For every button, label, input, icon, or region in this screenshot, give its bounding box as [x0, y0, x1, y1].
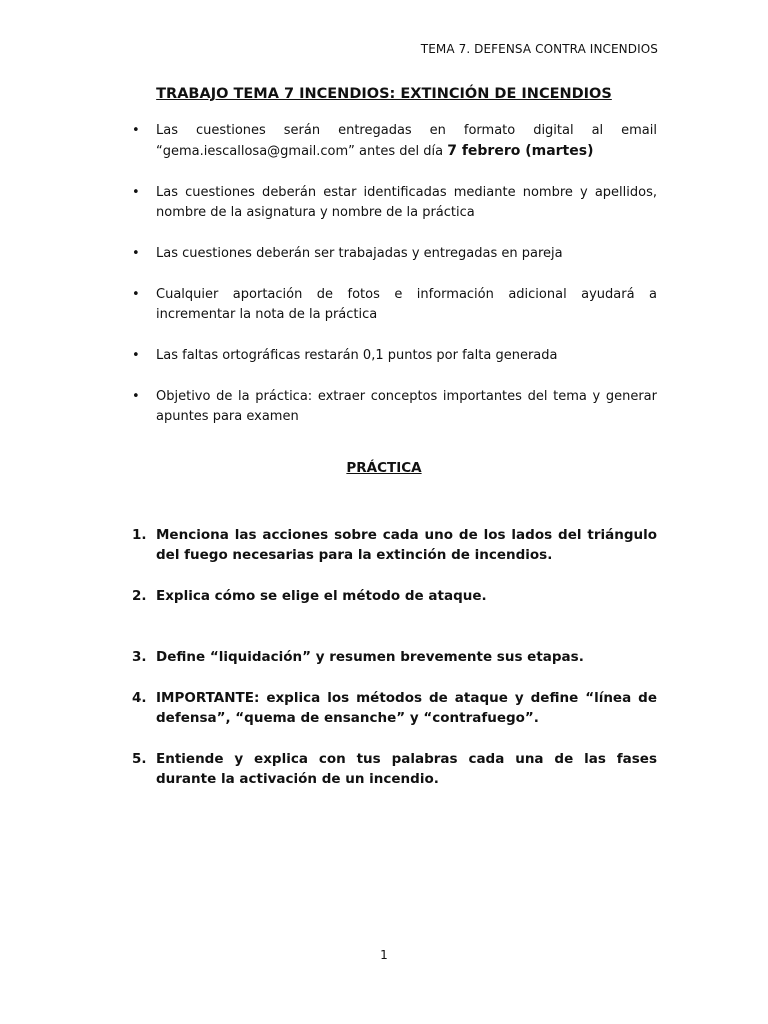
bullet-icon: • [132, 287, 140, 302]
question-text: Entiende y explica con tus palabras cada una de las fases durante la activación de un incendio. [156, 751, 657, 787]
bullet-icon: • [132, 185, 140, 200]
question-text: Explica cómo se elige el método de ataque. [156, 588, 487, 604]
question-number: 4. [132, 690, 147, 706]
instruction-text: Las cuestiones serán entregadas en formato digital al email “gema.iescallosa@gmail.com” antes del día [156, 123, 657, 159]
instruction-item [132, 285, 657, 325]
due-date: 7 febrero (martes) [447, 143, 594, 159]
bullet-icon: • [132, 246, 140, 261]
bullet-icon: • [132, 389, 140, 404]
bullet-icon: • [132, 123, 140, 138]
question-item [132, 647, 657, 667]
question-item [132, 688, 657, 728]
section-title-practica: PRÁCTICA [346, 460, 422, 476]
instruction-item [132, 244, 657, 264]
running-header: TEMA 7. DEFENSA CONTRA INCENDIOS [420, 42, 658, 56]
question-item [132, 525, 657, 565]
instruction-text: Las cuestiones deberán estar identificadas mediante nombre y apellidos, nombre de la asignatura y nombre de la práctica [156, 185, 657, 220]
question-text: Menciona las acciones sobre cada uno de los lados del triángulo del fuego necesarias para la extinción de incendios. [156, 527, 657, 563]
page-number: 1 [380, 948, 388, 962]
question-item [132, 749, 657, 789]
question-number: 1. [132, 527, 147, 543]
question-text: IMPORTANTE: explica los métodos de ataque y define “línea de defensa”, “quema de ensanche” y “contrafuego”. [156, 690, 657, 726]
question-number: 2. [132, 588, 147, 604]
instruction-text: Las faltas ortográficas restarán 0,1 puntos por falta generada [156, 348, 558, 363]
question-number: 3. [132, 649, 147, 665]
instruction-text: Cualquier aportación de fotos e información adicional ayudará a incrementar la nota de la práctica [156, 287, 657, 322]
document-title: TRABAJO TEMA 7 INCENDIOS: EXTINCIÓN DE INCENDIOS [156, 86, 612, 102]
instruction-text: Las cuestiones deberán ser trabajadas y entregadas en pareja [156, 246, 563, 261]
instruction-item [132, 121, 657, 162]
instruction-item [132, 387, 657, 427]
question-number: 5. [132, 751, 147, 767]
instruction-text: Objetivo de la práctica: extraer conceptos importantes del tema y generar apuntes para examen [156, 389, 657, 424]
bullet-icon: • [132, 348, 140, 363]
instruction-item [132, 183, 657, 223]
question-text: Define “liquidación” y resumen brevemente sus etapas. [156, 649, 584, 665]
instruction-item [132, 346, 657, 366]
question-item [132, 586, 657, 606]
questions-list [132, 525, 657, 789]
instructions-list [132, 121, 657, 427]
